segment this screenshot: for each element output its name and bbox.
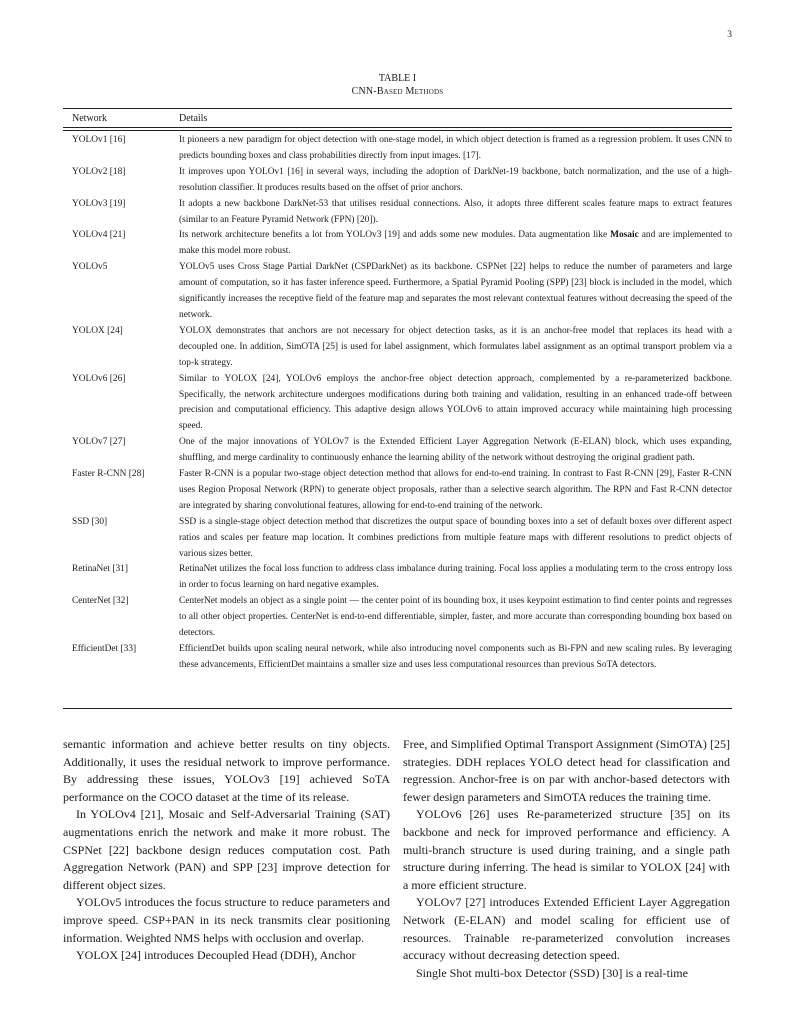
paragraph: Free, and Simplified Optimal Transport Assignment (SimOTA) [25] strategies. DDH replaces YOLO detect head for classification and regression. Anchor-free is on par with anchor-based detectors with fewer design parameters and SimOTA reduces the training time. bbox=[403, 737, 730, 804]
paragraph: YOLOv7 [27] introduces Extended Efficient Layer Aggregation Network (E-ELAN) and model scaling for efficient use of resources. Trainable re-parameterized convolution increases accuracy without decreasing detection speed. bbox=[403, 895, 730, 963]
row-details: YOLOv5 uses Cross Stage Partial DarkNet (CSPDarkNet) as its backbone. CSPNet [22] helps to reduce the number of parameters and large amount of computation, so it has faster inference speed. Furthermore, a Spatial Pyramid Pooling (SPP) [23] block is included in the model, which significantly increases the receptive field of the feature map and separates the most relevant contextual features without decreasing the speed of the network. bbox=[179, 262, 732, 320]
paragraph: Single Shot multi-box Detector (SSD) [30] is a real-time bbox=[416, 965, 688, 980]
row-details: It pioneers a new paradigm for object detection with one-stage model, in which object detection is framed as a regression problem. It uses CNN to predicts bounding boxes and class probabilities directly from input images. [17]. bbox=[179, 135, 732, 161]
table-row bbox=[63, 372, 732, 436]
table-row bbox=[63, 594, 732, 642]
paragraph: YOLOv5 introduces the focus structure to reduce parameters and improve speed. CSP+PAN in its neck transmits clear positioning information. Weighted NMS helps with occlusion and overlap. bbox=[63, 895, 390, 945]
table-row bbox=[63, 260, 732, 324]
table-row bbox=[63, 515, 732, 563]
table-row bbox=[63, 435, 732, 467]
row-details: RetinaNet utilizes the focal loss function to address class imbalance during training. Focal loss applies a modulating term to the cross entropy loss in order to focus learning on hard negative examples. bbox=[179, 564, 732, 591]
table-title: CNN-Based Methods bbox=[351, 86, 444, 97]
row-network: YOLOv2 [18] bbox=[72, 166, 126, 177]
table-caption bbox=[63, 72, 732, 98]
row-network: YOLOv5 bbox=[72, 262, 108, 273]
table-row bbox=[63, 467, 732, 515]
table-row bbox=[63, 562, 732, 594]
right-column bbox=[403, 736, 730, 982]
table-row bbox=[63, 324, 732, 372]
row-details: CenterNet models an object as a single point — the center point of its bounding box, it uses keypoint estimation to find center points and regresses to all other object properties. CenterNet is end-to-end differentiable, simpler, faster, and more accurate than corresponding bounding box based on detectors. bbox=[179, 596, 732, 639]
row-network: YOLOv3 [19] bbox=[72, 198, 126, 209]
row-network: Faster R-CNN [28] bbox=[72, 469, 145, 480]
table-row bbox=[63, 165, 732, 197]
row-details: It adopts a new backbone DarkNet-53 that utilises residual connections. Also, it adopts three different scales feature maps to extract features (similar to an Feature Pyramid Network (FPN) [20]). bbox=[179, 198, 732, 225]
row-network: YOLOv1 [16] bbox=[72, 135, 126, 145]
header-details: Details bbox=[179, 113, 208, 124]
details-bold-term: Mosaic bbox=[610, 230, 639, 241]
row-network: EfficientDet [33] bbox=[72, 644, 137, 654]
page-number: 3 bbox=[727, 30, 732, 40]
table-header-rule-1 bbox=[63, 127, 732, 128]
row-details: One of the major innovations of YOLOv7 is the Extended Efficient Layer Aggregation Network (E-ELAN) block, which uses expanding, shuffling, and merge cardinality to continuously enhance the learning ability of the network without destroying the original gradient path. bbox=[179, 437, 732, 464]
row-details: Faster R-CNN is a popular two-stage object detection method that allows for end-to-end training. In contrast to Fast R-CNN [29], Faster R-CNN uses Region Proposal Network (RPN) to generate object proposals, rather than a selective search algorithm. The RPN and Fast R-CNN detector are integrated by sharing convolutional features, allowing for end-to-end training of the network. bbox=[179, 469, 732, 511]
table-row bbox=[63, 642, 732, 674]
table-label: TABLE I bbox=[378, 73, 417, 84]
row-details: It improves upon YOLOv1 [16] in several ways, including the adoption of DarkNet-19 backbone, batch normalization, and the use of a high-resolution classifier. It produces results based on the offset of prior anchors. bbox=[179, 166, 732, 193]
row-network: RetinaNet [31] bbox=[72, 564, 128, 575]
row-network: YOLOv4 [21] bbox=[72, 230, 126, 241]
row-details: EfficientDet builds upon scaling neural network, while also introducing novel components such as Bi-FPN and new scaling rules. By leveraging these advancements, EfficientDet maintains a smaller size and uses less computational resources than previous SoTA detectors. bbox=[179, 644, 732, 670]
table-body bbox=[63, 133, 732, 674]
left-column bbox=[63, 736, 390, 965]
paragraph: semantic information and achieve better results on tiny objects. Additionally, it uses the residual network to improve performance. By addressing these issues, YOLOv3 [19] achieved SoTA performance on the COCO dataset at the time of its release. bbox=[63, 737, 390, 804]
row-details: SSD is a single-stage object detection method that discretizes the output space of bounding boxes into a set of default boxes over different aspect ratios and scales per feature map location. It combines predictions from multiple feature maps with different resolutions to predict objects of various sizes better. bbox=[179, 516, 732, 559]
table-row bbox=[63, 197, 732, 229]
paragraph: YOLOv6 [26] uses Re-parameterized structure [35] on its backbone and neck for improved performance and efficiency. A multi-branch structure is used during training, and a single path structure during inferring. The head is similar to YOLOX [24] with a more efficient structure. bbox=[403, 807, 730, 892]
paragraph: In YOLOv4 [21], Mosaic and Self-Adversarial Training (SAT) augmentations enrich the network and make it more robust. The CSPNet [22] backbone design reduces computation cost. Path Aggregation Network (PAN) and SPP [23] improve detection for different object sizes. bbox=[63, 807, 390, 892]
row-details: Similar to YOLOX [24], YOLOv6 employs the anchor-free object detection approach, complemented by a re-parameterized backbone. Specifically, the network architecture undergoes modifications during both training and validation, resulting in an enhanced trade-off between precision and computational efficiency. This adaptive design allows YOLOv6 to attain improved accuracy while maintaining high processing speed. bbox=[179, 373, 732, 432]
row-network: YOLOv7 [27] bbox=[72, 437, 126, 448]
row-details: YOLOX demonstrates that anchors are not necessary for object detection tasks, as it is an anchor-free model that replaces its head with a decoupled one. In addition, SimOTA [25] is used for label assignment, which formulates label assignment as an optimal transport problem via a top-k strategy. bbox=[179, 325, 732, 368]
table-top-rule bbox=[63, 108, 732, 109]
row-details bbox=[179, 228, 732, 260]
table-row bbox=[63, 133, 732, 165]
row-network: YOLOv6 [26] bbox=[72, 373, 126, 384]
table-bottom-rule bbox=[63, 708, 732, 709]
row-network: YOLOX [24] bbox=[72, 325, 123, 336]
row-network: CenterNet [32] bbox=[72, 596, 129, 607]
row-network: SSD [30] bbox=[72, 516, 108, 527]
details-text: and are implemented to make this model more robust. bbox=[179, 230, 733, 257]
header-network: Network bbox=[72, 113, 107, 124]
table-header-rule-2 bbox=[63, 130, 732, 131]
table-row bbox=[63, 228, 732, 260]
details-text: Its network architecture benefits a lot from YOLOv3 [19] and adds some new modules. Data augmentation like bbox=[179, 230, 611, 241]
paragraph: YOLOX [24] introduces Decoupled Head (DDH), Anchor bbox=[76, 948, 356, 963]
